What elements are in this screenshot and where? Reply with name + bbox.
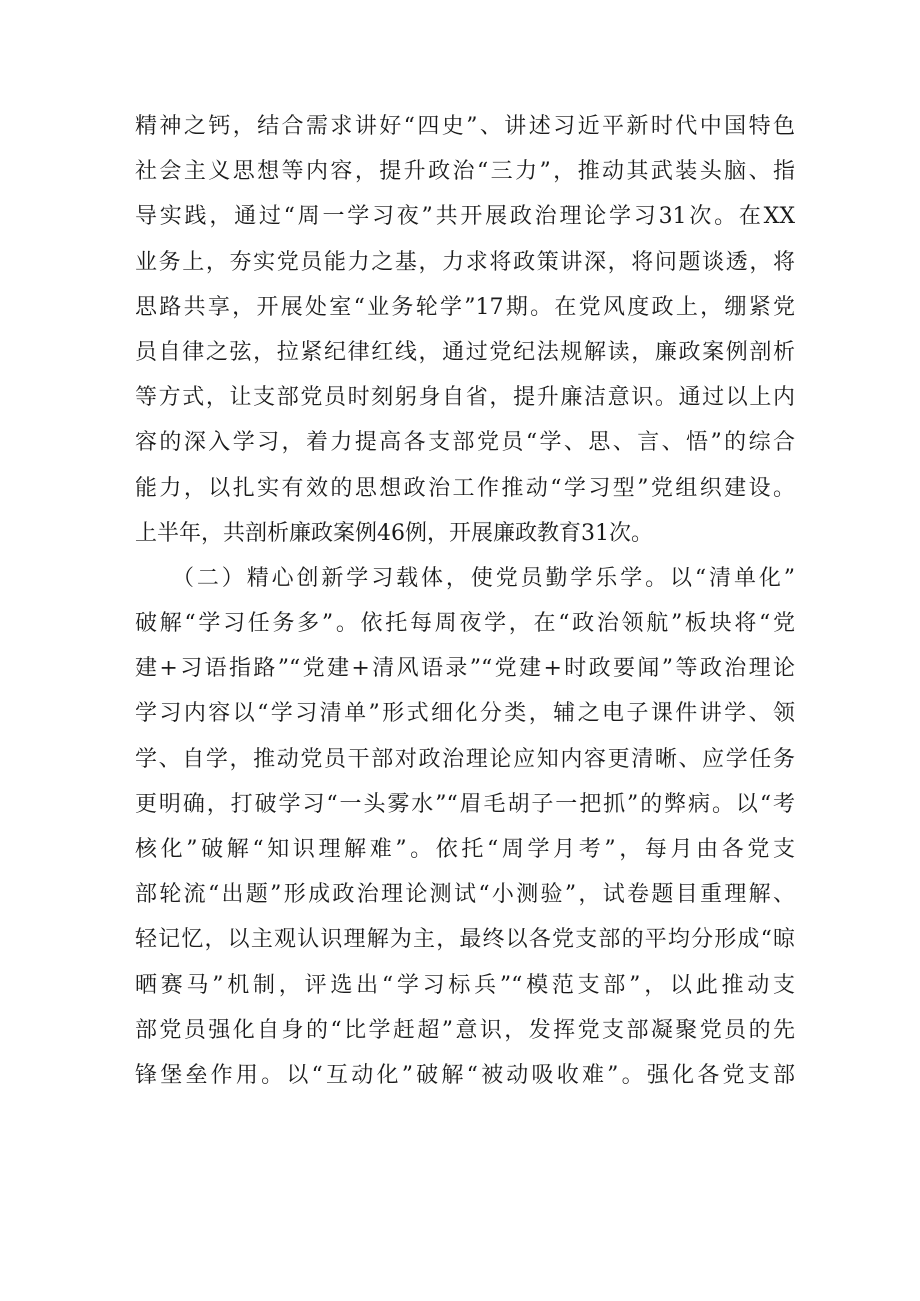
- paragraph-line: 业务上，夯实党员能力之基，力求将政策讲深，将问题谈透，将: [135, 249, 795, 275]
- paragraph-line: 破解“学习任务多”。依托每周夜学，在“政治领航”板块将“党: [135, 611, 795, 637]
- paragraph-line: 建+习语指路”“党建+清风语录”“党建+时政要闻”等政治理论: [135, 656, 795, 682]
- paragraph-line: 部轮流“出题”形成政治理论测试“小测验”，试卷题目重理解、: [135, 882, 795, 908]
- paragraph-1: [135, 104, 795, 556]
- paragraph-line: 部党员强化自身的“比学赶超”意识，发挥党支部凝聚党员的先: [135, 1017, 795, 1043]
- paragraph-line: 精神之钙，结合需求讲好“四史”、讲述习近平新时代中国特色: [135, 114, 795, 139]
- paragraph-line: 容的深入学习，着力提高各支部党员“学、思、言、悟”的综合: [135, 430, 795, 456]
- paragraph-line: 导实践，通过“周一学习夜”共开展政治理论学习31次。在XX: [135, 204, 795, 230]
- document-body: [135, 104, 795, 1098]
- paragraph-line: 员自律之弦，拉紧纪律红线，通过党纪法规解读，廉政案例剖析: [135, 339, 795, 365]
- paragraph-line: 核化”破解“知识理解难”。依托“周学月考”，每月由各党支: [135, 837, 795, 862]
- paragraph-heading-line: （二）精心创新学习载体，使党员勤学乐学。以“清单化”: [172, 565, 795, 591]
- paragraph-line: 社会主义思想等内容，提升政治“三力”，推动其武装头脑、指: [135, 159, 795, 185]
- paragraph-line: 学、自学，推动党员干部对政治理论应知内容更清晰、应学任务: [135, 746, 795, 772]
- paragraph-line: 轻记忆，以主观认识理解为主，最终以各党支部的平均分形成“晾: [135, 927, 795, 953]
- paragraph-2: [135, 556, 795, 1098]
- paragraph-line: 学习内容以“学习清单”形式细化分类，辅之电子课件讲学、领: [135, 701, 795, 727]
- paragraph-line: 锋堡垒作用。以“互动化”破解“被动吸收难”。强化各党支部: [135, 1062, 795, 1088]
- paragraph-line: 等方式，让支部党员时刻躬身自省，提升廉洁意识。通过以上内: [135, 385, 795, 411]
- paragraph-line: 思路共享，开展处室“业务轮学”17期。在党风度政上，绷紧党: [135, 294, 795, 320]
- paragraph-line: 上半年，共剖析廉政案例46例，开展廉政教育31次。: [135, 520, 653, 546]
- paragraph-line: 晒赛马”机制，评选出“学习标兵”“模范支部”，以此推动支: [135, 972, 795, 998]
- paragraph-line: 更明确，打破学习“一头雾水”“眉毛胡子一把抓”的弊病。以“考: [135, 791, 795, 817]
- paragraph-line: 能力，以扎实有效的思想政治工作推动“学习型”党组织建设。: [135, 475, 795, 501]
